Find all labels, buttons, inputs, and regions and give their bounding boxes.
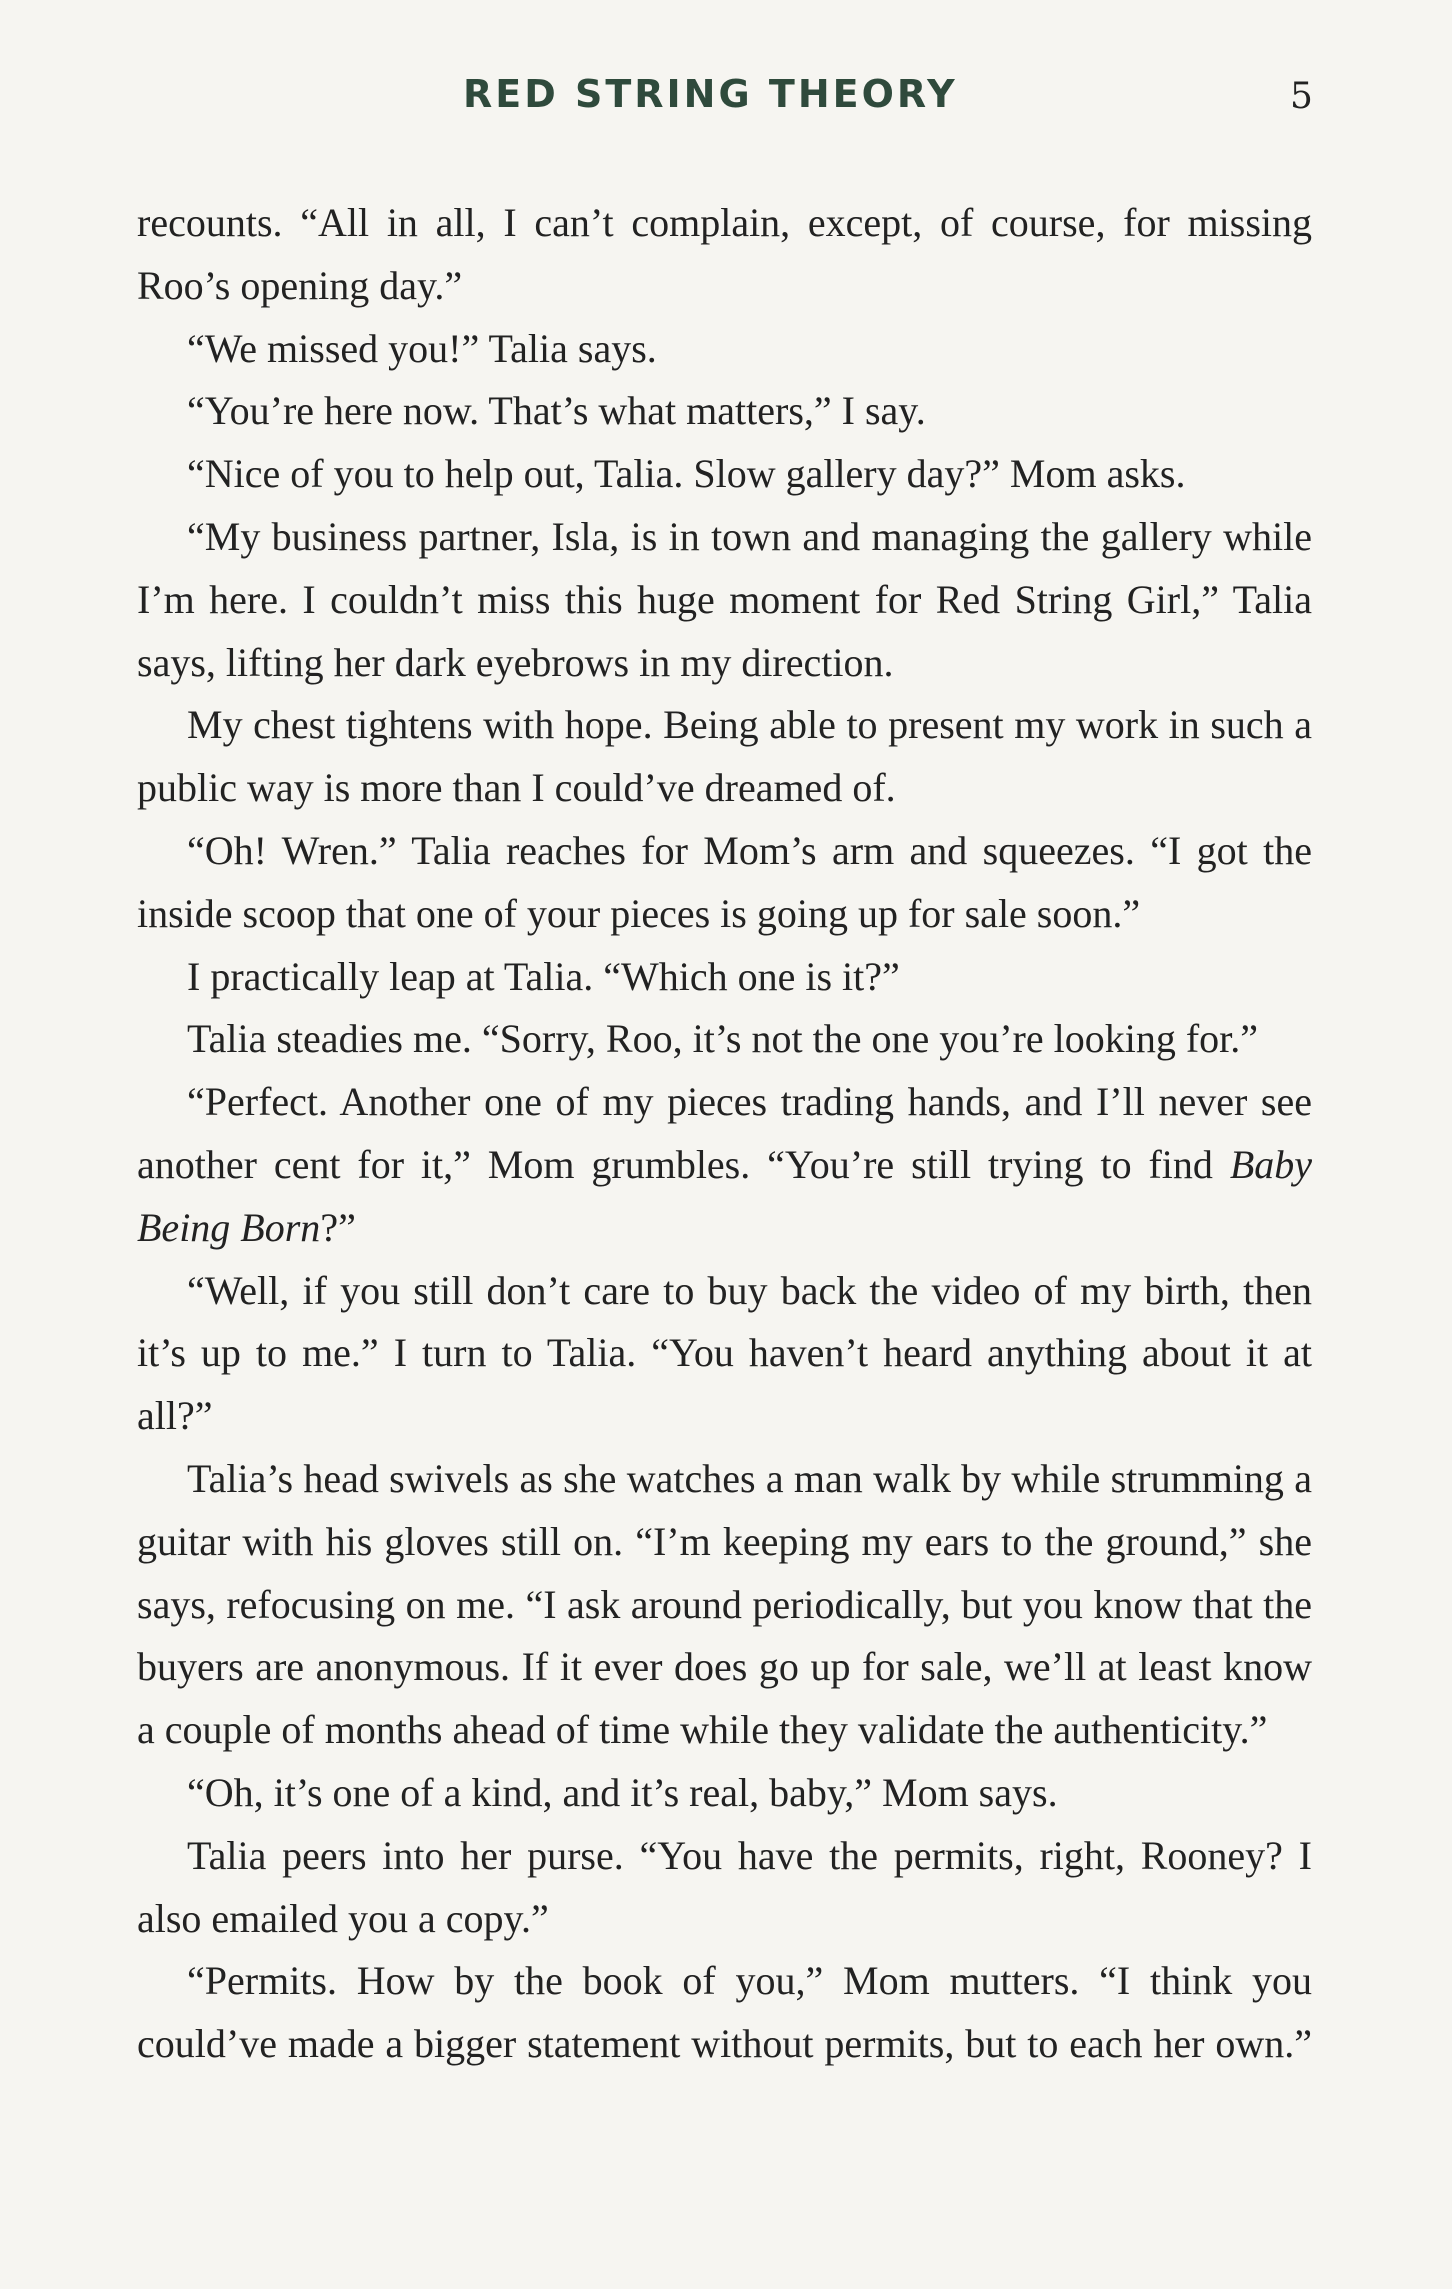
paragraph: “Oh! Wren.” Talia reaches for Mom’s arm and squeezes. “I got the inside scoop that one of your pieces is going up for sale soon.” <box>137 827 1312 936</box>
book-title: RED STRING THEORY <box>463 72 958 116</box>
paragraph: “You’re here now. That’s what matters,” I say. <box>187 388 926 434</box>
running-head <box>0 72 1452 122</box>
paragraph-text: “Perfect. Another one of my pieces trading hands, and I’ll never see another cent for it,” Mom grumbles. “You’re still trying to find <box>137 1079 1312 1187</box>
paragraph: “Permits. How by the book of you,” Mom mutters. “I think you could’ve made a bigger statement without permits, but to each her own.” <box>137 1958 1312 2067</box>
paragraph: “Nice of you to help out, Talia. Slow gallery day?” Mom asks. <box>187 451 1186 497</box>
paragraph: Talia peers into her purse. “You have the permits, right, Rooney? I also emailed you a copy.” <box>137 1832 1312 1941</box>
paragraph-text: ?” <box>320 1204 356 1250</box>
paragraph: “My business partner, Isla, is in town and managing the gallery while I’m here. I couldn’t miss this huge moment for Red String Girl,” Talia says, lifting her dark eyebrows in my direction. <box>137 513 1312 685</box>
paragraph: Talia’s head swivels as she watches a man walk by while strumming a guitar with his gloves still on. “I’m keeping my ears to the ground,” she says, refocusing on me. “I ask around periodically, but you know that the buyers are anonymous. If it ever does go up for sale, we’ll at least know a couple of months ahead of time while they validate the authenticity.” <box>137 1455 1312 1753</box>
paragraph: “Well, if you still don’t care to buy back the video of my birth, then it’s up to me.” I turn to Talia. “You haven’t heard anything about it at all?” <box>137 1267 1312 1439</box>
paragraph: recounts. “All in all, I can’t complain, except, of course, for missing Roo’s opening day.” <box>137 200 1312 308</box>
artwork-title: Baby Being Born <box>137 1141 1312 1250</box>
body-text <box>137 192 1312 2076</box>
paragraph: I practically leap at Talia. “Which one is it?” <box>187 953 900 999</box>
paragraph: My chest tightens with hope. Being able to present my work in such a public way is more than I could’ve dreamed of. <box>137 702 1312 811</box>
paragraph: Talia steadies me. “Sorry, Roo, it’s not the one you’re looking for.” <box>187 1016 1259 1062</box>
paragraph: “Oh, it’s one of a kind, and it’s real, baby,” Mom says. <box>187 1769 1058 1815</box>
paragraph <box>137 1071 1312 1259</box>
page-number: 5 <box>1290 76 1313 117</box>
paragraph: “We missed you!” Talia says. <box>187 325 657 371</box>
